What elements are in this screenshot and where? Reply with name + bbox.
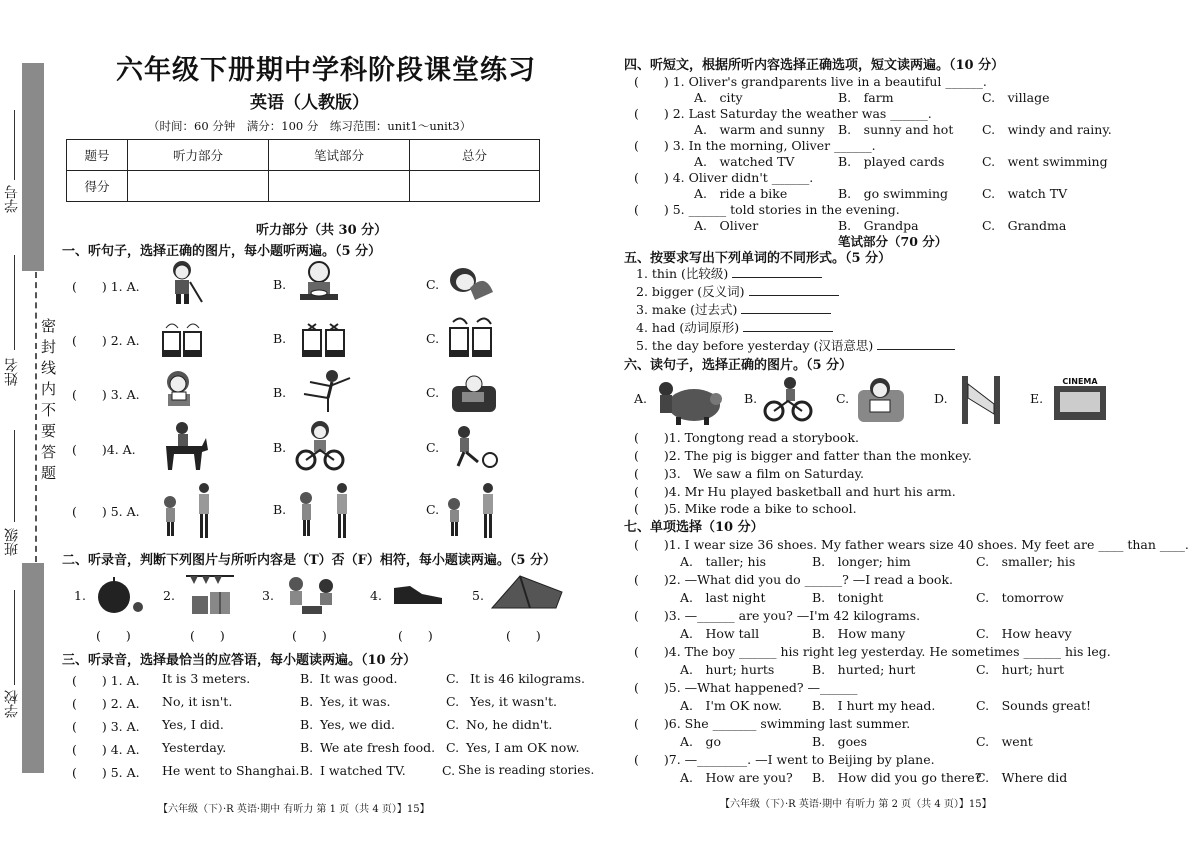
footer-left: 【六年级（下）·R 英语·期中 有听力 第 1 页（共 4 页）】15】 — [158, 804, 430, 815]
s3-item-1-b-label: B. — [300, 671, 314, 686]
s2-paren-5[interactable]: ( ) — [506, 628, 541, 643]
s5-item-1-label: 1. thin (比较级) — [636, 266, 729, 281]
kid-and-adult-b-picture — [296, 482, 358, 540]
s3-item-4-b: We ate fresh food. — [320, 740, 436, 755]
s3-item-1-a: It is 3 meters. — [162, 671, 251, 686]
side-line-school[interactable] — [14, 590, 15, 685]
sneakers-b-picture — [300, 316, 348, 360]
s4-q1-b: B. farm — [838, 90, 894, 105]
s7-q3: ( )3. —______ are you? —I'm 42 kilograms. — [634, 608, 921, 623]
s7-q4-a: A. hurt; hurts — [680, 662, 775, 677]
s4-q3-b: B. played cards — [838, 154, 945, 169]
s7-q7-c: C. Where did — [976, 770, 1068, 785]
s1-item-1-number: ( ) 1. A. — [72, 279, 140, 294]
section-5-title: 五、按要求写出下列单词的不同形式。（5 分） — [624, 251, 892, 266]
s3-item-5-a: He went to Shanghai. — [162, 763, 300, 778]
side-line-name[interactable] — [14, 255, 15, 350]
binding-strip-top — [22, 63, 44, 271]
kid-and-adult-a-picture — [158, 482, 220, 540]
s7-q4-b: B. hurted; hurt — [812, 662, 916, 677]
s7-q1-c: C. smaller; his — [976, 554, 1076, 569]
s5-blank-4[interactable] — [743, 331, 833, 332]
side-field-school: 学校 — [4, 690, 20, 718]
s3-item-5-b: I watched TV. — [320, 763, 406, 778]
s3-item-2-b-label: B. — [300, 694, 314, 709]
s7-q5-c: C. Sounds great! — [976, 698, 1092, 713]
s4-q1-a: A. city — [694, 90, 743, 105]
section-6-title: 六、读句子，选择正确的图片。（5 分） — [624, 358, 853, 373]
s7-q7-a: A. How are you? — [680, 770, 793, 785]
s7-q7-b: B. How did you go there? — [812, 770, 982, 785]
s3-item-3-b-label: B. — [300, 717, 314, 732]
score-col-written: 笔试部分 — [269, 140, 410, 171]
s2-paren-3[interactable]: ( ) — [292, 628, 327, 643]
s1-item-2-c: C. — [426, 331, 440, 346]
s5-item-5-label: 5. the day before yesterday (汉语意思) — [636, 338, 874, 353]
side-line-class[interactable] — [14, 430, 15, 522]
s3-item-3-c: No, he didn't. — [466, 717, 553, 732]
s1-item-5-number: ( ) 5. A. — [72, 504, 140, 519]
s3-item-4-b-label: B. — [300, 740, 314, 755]
s5-item-2 — [636, 282, 839, 300]
s2-num-3: 3. — [262, 588, 274, 603]
apple-picture — [94, 575, 148, 617]
s5-item-4 — [636, 318, 833, 336]
s5-item-3 — [636, 300, 831, 318]
s4-q4-b: B. go swimming — [838, 186, 949, 201]
seal-dashed-line — [35, 272, 37, 562]
s7-q4-c: C. hurt; hurt — [976, 662, 1064, 677]
s7-q1-b: B. longer; him — [812, 554, 911, 569]
s5-blank-3[interactable] — [741, 313, 831, 314]
sneakers-c-picture — [447, 314, 495, 362]
arm-in-sling-picture — [956, 374, 1006, 426]
s1-item-4-b: B. — [273, 440, 287, 455]
s7-q5-a: A. I'm OK now. — [680, 698, 783, 713]
s7-q6-b: B. goes — [812, 734, 867, 749]
side-field-name: 姓名 — [4, 358, 20, 386]
s6-label-d: D. — [934, 391, 948, 406]
girl-dancing-picture — [298, 368, 354, 412]
s1-item-3-number: ( ) 3. A. — [72, 387, 140, 402]
score-col-listening: 听力部分 — [128, 140, 269, 171]
boy-bike-picture — [762, 375, 814, 423]
s5-blank-1[interactable] — [732, 277, 822, 278]
s1-item-1-b: B. — [273, 277, 287, 292]
section-4-title: 四、听短文，根据所听内容选择正确选项，短文读两遍。（10 分） — [624, 58, 1005, 73]
s1-item-5-c: C. — [426, 502, 440, 517]
s1-item-5-b: B. — [273, 502, 287, 517]
score-cell-listening[interactable] — [128, 171, 269, 202]
boy-sweeping-picture — [160, 258, 208, 306]
s2-num-4: 4. — [370, 588, 382, 603]
s3-item-4-c: Yes, I am OK now. — [466, 740, 580, 755]
s3-item-1-b: It was good. — [320, 671, 398, 686]
section-2-title: 二、听录音，判断下列图片与所听内容是（T）否（F）相符，每小题读两遍。（5 分） — [62, 553, 556, 568]
s3-item-3-a: Yes, I did. — [162, 717, 224, 732]
s4-q5-b: B. Grandpa — [838, 218, 919, 233]
shoe-picture — [392, 582, 444, 608]
score-cell-written[interactable] — [269, 171, 410, 202]
binding-strip-bottom — [22, 563, 44, 773]
s3-item-5-b-label: B. — [300, 763, 314, 778]
s7-q6-a: A. go — [680, 734, 722, 749]
s6-label-a: A. — [634, 391, 648, 406]
s2-num-1: 1. — [74, 588, 86, 603]
s4-q1: ( ) 1. Oliver's grandparents live in a beautiful ______. — [634, 74, 987, 89]
s4-q1-c: C. village — [982, 90, 1050, 105]
s5-item-1 — [636, 264, 822, 282]
s1-item-3-b: B. — [273, 385, 287, 400]
s7-q5: ( )5. —What happened? —______ — [634, 680, 858, 695]
s4-q2: ( ) 2. Last Saturday the weather was ______. — [634, 106, 932, 121]
exam-info: （时间：60 分钟 满分：100 分 练习范围：unit1～unit3） — [148, 119, 472, 133]
listening-heading: 听力部分（共 30 分） — [256, 223, 388, 238]
s7-q3-c: C. How heavy — [976, 626, 1072, 641]
s6-item-2: ( )2. The pig is bigger and fatter than the monkey. — [634, 448, 972, 463]
footer-right: 【六年级（下）·R 英语·期中 有听力 第 2 页（共 4 页）】15】 — [720, 799, 992, 810]
score-row-label: 得分 — [67, 171, 128, 202]
cinema-picture — [1050, 374, 1110, 424]
s4-q3-c: C. went swimming — [982, 154, 1108, 169]
side-line-student-id[interactable] — [14, 110, 15, 180]
side-field-student-id: 学号 — [4, 185, 20, 213]
s3-item-1-c: It is 46 kilograms. — [470, 671, 585, 686]
s4-q2-a: A. warm and sunny — [694, 122, 825, 137]
s1-item-2-b: B. — [273, 331, 287, 346]
s7-q1: ( )1. I wear size 36 shoes. My father wears size 40 shoes. My feet are ____ than ____. — [634, 537, 1189, 552]
s6-item-1: ( )1. Tongtong read a storybook. — [634, 430, 860, 445]
boy-on-sofa-picture — [450, 372, 498, 414]
s3-item-4-a: Yesterday. — [162, 740, 227, 755]
s4-q3-a: A. watched TV — [694, 154, 795, 169]
s3-item-2-number: ( ) 2. A. — [72, 696, 140, 711]
s4-q5-c: C. Grandma — [982, 218, 1067, 233]
s1-item-4-c: C. — [426, 440, 440, 455]
seal-text: 密封线内不要答题 — [39, 318, 57, 486]
side-field-class: 班级 — [4, 528, 20, 556]
s3-item-3-c-label: C. — [446, 717, 460, 732]
s3-item-3-b: Yes, we did. — [320, 717, 395, 732]
s7-q6-c: C. went — [976, 734, 1033, 749]
s4-q4: ( ) 4. Oliver didn't ______. — [634, 170, 814, 185]
s2-paren-4[interactable]: ( ) — [398, 628, 433, 643]
s4-q5: ( ) 5. ______ told stories in the evening. — [634, 202, 900, 217]
s3-item-1-number: ( ) 1. A. — [72, 673, 140, 688]
s7-q4: ( )4. The boy ______ his right leg yesterday. He sometimes ______ his leg. — [634, 644, 1111, 659]
s7-q3-a: A. How tall — [680, 626, 760, 641]
s4-q2-c: C. windy and rainy. — [982, 122, 1112, 137]
s7-q2: ( )2. —What did you do ______? —I read a book. — [634, 572, 954, 587]
child-sleeping-picture — [445, 262, 495, 302]
score-col-total: 总分 — [410, 140, 540, 171]
s5-item-2-label: 2. bigger (反义词) — [636, 284, 745, 299]
s1-item-4-number: ( )4. A. — [72, 442, 136, 457]
s6-item-3: ( )3. We saw a film on Saturday. — [634, 466, 864, 481]
score-cell-total[interactable] — [410, 171, 540, 202]
girl-reading-picture — [158, 368, 200, 410]
s3-item-2-a: No, it isn't. — [162, 694, 233, 709]
score-table — [66, 139, 540, 202]
s3-item-5-number: ( ) 5. A. — [72, 765, 140, 780]
boy-riding-horse-picture — [162, 420, 208, 472]
boy-riding-bike-picture — [294, 420, 346, 472]
s4-q4-a: A. ride a bike — [694, 186, 788, 201]
tent-picture — [490, 572, 564, 612]
s5-item-4-label: 4. had (动词原形) — [636, 320, 740, 335]
s7-q2-b: B. tonight — [812, 590, 884, 605]
s3-item-5-c: She is reading stories. — [458, 763, 595, 777]
s2-num-2: 2. — [163, 588, 175, 603]
s7-q5-b: B. I hurt my head. — [812, 698, 936, 713]
s3-item-4-number: ( ) 4. A. — [72, 742, 140, 757]
s6-label-b: B. — [744, 391, 758, 406]
sneakers-a-picture — [160, 318, 204, 360]
section-7-title: 七、单项选择（10 分） — [624, 520, 764, 535]
s1-item-2-number: ( ) 2. A. — [72, 333, 140, 348]
children-playing-picture — [282, 572, 342, 618]
boy-eating-picture — [294, 258, 344, 306]
s7-q1-a: A. taller; his — [680, 554, 766, 569]
s3-item-3-number: ( ) 3. A. — [72, 719, 140, 734]
s6-label-c: C. — [836, 391, 850, 406]
section-1-title: 一、听句子，选择正确的图片，每小题听两遍。（5 分） — [62, 244, 382, 259]
s3-item-2-c-label: C. — [446, 694, 460, 709]
s4-q4-c: C. watch TV — [982, 186, 1068, 201]
s5-blank-5[interactable] — [877, 349, 955, 350]
s3-item-1-c-label: C. — [446, 671, 460, 686]
s5-item-3-label: 3. make (过去式) — [636, 302, 738, 317]
written-heading: 笔试部分（70 分） — [838, 234, 948, 249]
s7-q2-a: A. last night — [680, 590, 766, 605]
s7-q2-c: C. tomorrow — [976, 590, 1064, 605]
s4-q5-a: A. Oliver — [694, 218, 759, 233]
s7-q7: ( )7. —________. —I went to Beijing by plane. — [634, 752, 935, 767]
pig-and-monkey-picture — [650, 375, 722, 425]
boy-playing-football-picture — [450, 424, 500, 472]
s3-item-5-c-label: C. — [442, 763, 456, 778]
s7-q3-b: B. How many — [812, 626, 906, 641]
s3-item-2-b: Yes, it was. — [320, 694, 391, 709]
s1-item-1-c: C. — [426, 277, 440, 292]
kid-and-adult-c-picture — [440, 482, 502, 540]
s7-q6: ( )6. She _______ swimming last summer. — [634, 716, 911, 731]
s3-item-2-c: Yes, it wasn't. — [470, 694, 557, 709]
s5-item-5 — [636, 336, 955, 354]
exam-title: 六年级下册期中学科阶段课堂练习 — [116, 55, 536, 86]
gifts-picture — [184, 570, 236, 620]
boy-reading-picture — [854, 374, 908, 424]
s2-paren-1[interactable]: ( ) — [96, 628, 131, 643]
s2-num-5: 5. — [472, 588, 484, 603]
s5-blank-2[interactable] — [749, 295, 839, 296]
exam-subtitle: 英语（人教版） — [250, 93, 369, 113]
score-col-question: 题号 — [67, 140, 128, 171]
section-3-title: 三、听录音，选择最恰当的应答语，每小题读两遍。（10 分） — [62, 653, 417, 668]
s1-item-3-c: C. — [426, 385, 440, 400]
s3-item-4-c-label: C. — [446, 740, 460, 755]
s6-label-e: E. — [1030, 391, 1044, 406]
cinema-sign: CINEMA — [1062, 377, 1098, 386]
s4-q3: ( ) 3. In the morning, Oliver ______. — [634, 138, 876, 153]
s6-item-4: ( )4. Mr Hu played basketball and hurt his arm. — [634, 484, 956, 499]
s2-paren-2[interactable]: ( ) — [190, 628, 225, 643]
s6-item-5: ( )5. Mike rode a bike to school. — [634, 501, 857, 516]
s4-q2-b: B. sunny and hot — [838, 122, 954, 137]
